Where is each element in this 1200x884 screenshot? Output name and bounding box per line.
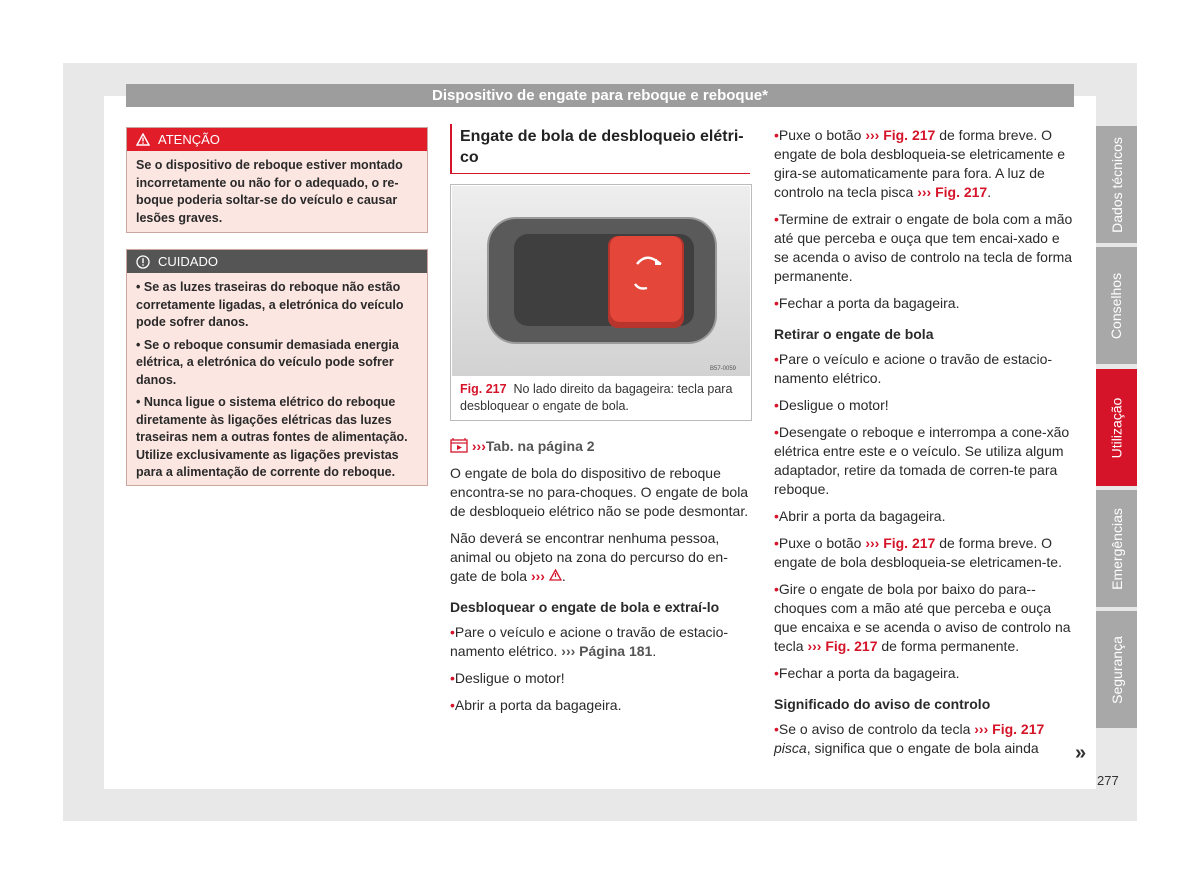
list-item: • Fechar a porta da bagageira. <box>774 294 1074 313</box>
continue-arrow-icon: » <box>1075 742 1087 764</box>
list-item: • Abrir a porta da bagageira. <box>450 696 750 715</box>
list-item: • Termine de extrair o engate de bola com a mão até que perceba e ouça que tem encai-xado e se acenda o aviso de controlo na tecla de forma permanente. <box>774 210 1074 286</box>
tab-conselhos[interactable]: Conselhos <box>1096 247 1137 364</box>
figure-image <box>452 186 750 376</box>
list-item: • Fechar a porta da bagageira. <box>774 664 1074 683</box>
tailgate-button-illustration <box>452 186 750 376</box>
column-middle <box>450 124 750 174</box>
warning-box <box>126 127 428 233</box>
warning-label: ATENÇÃO <box>158 132 220 147</box>
list-item: • Puxe o botão ››› Fig. 217 de forma breve. O engate de bola desbloqueia-se eletricamen-te. <box>774 534 1074 572</box>
warning-text: Se o dispositivo de reboque estiver montado incorretamente ou não for o adequado, o re-boque poderia soltar-se do veículo e causar lesões graves. <box>136 158 403 225</box>
figure-caption: Fig. 217 No lado direito da bagageira: tecla para desbloquear o engate de bola. <box>460 382 733 413</box>
caution-item: • Nunca ligue o sistema elétrico do reboque diretamente às ligações elétricas das luzes traseiras nem a outras fontes de alimentação. Utilize exclusivamente as ligações previstas para a alimentação de corrente do reboque. <box>136 395 408 479</box>
warning-triangle-icon <box>549 569 562 581</box>
figure-code: B57-0059 <box>710 366 737 372</box>
caution-label: CUIDADO <box>158 254 218 269</box>
page-number: 277 <box>1097 773 1119 788</box>
paragraph: Não deverá se encontrar nenhuma pessoa, animal ou objeto na zona do percurso do en-gate de bola ››› . <box>450 530 728 584</box>
list-item: • Se o aviso de controlo da tecla ››› Fig. 217 pisca, significa que o engate de bola ainda <box>774 720 1074 758</box>
list-item: • Pare o veículo e acione o travão de estacio-namento elétrico. ››› Página 181. <box>450 623 750 661</box>
caution-item: • Se o reboque consumir demasiada energia elétrica, a eletrónica do veículo pode sofrer danos. <box>136 337 399 387</box>
tab-emergencias[interactable]: Emergências <box>1096 490 1137 607</box>
page-title: Dispositivo de engate para reboque e reboque* <box>126 84 1074 107</box>
list-item: • Puxe o botão ››› Fig. 217 de forma breve. O engate de bola desbloqueia-se eletricamente e gira-se automaticamente para fora. A luz de controlo na tecla pisca ››› Fig. 217. <box>774 126 1074 202</box>
list-item: • Desengate o reboque e interrompa a cone-xão elétrica entre este e o veículo. Se utiliza algum adaptador, retire da tomada de corren-te para reboque. <box>774 423 1074 499</box>
caution-header <box>127 250 427 273</box>
tab-dados-tecnicos[interactable]: Dados técnicos <box>1096 126 1137 243</box>
tab-seguranca[interactable]: Segurança <box>1096 611 1137 728</box>
subheading: Retirar o engate de bola <box>774 326 934 342</box>
figure-217 <box>450 184 752 421</box>
list-item: • Desligue o motor! <box>450 669 750 688</box>
tab-utilizacao[interactable]: Utilização <box>1096 369 1137 486</box>
list-item: • Desligue o motor! <box>774 396 1074 415</box>
info-circle-icon <box>136 255 150 269</box>
column-right <box>774 126 1074 766</box>
subheading: Significado do aviso de controlo <box>774 696 991 712</box>
paragraph: O engate de bola do dispositivo de reboque encontra-se no para-choques. O engate de bola de desbloqueio elétrico não se pode desmontar. <box>450 465 749 519</box>
caution-box <box>126 249 428 486</box>
column-middle-body <box>450 437 750 723</box>
book-icon <box>450 437 468 453</box>
subheading: Desbloquear o engate de bola e extraí-lo <box>450 599 720 615</box>
caution-item: • Se as luzes traseiras do reboque não estão corretamente ligadas, a eletrónica do veículo pode sofrer danos. <box>136 280 404 329</box>
warning-triangle-icon <box>136 133 150 146</box>
list-item: • Pare o veículo e acione o travão de estacio-namento elétrico. <box>774 350 1074 388</box>
warning-header <box>127 128 427 151</box>
table-reference[interactable]: ›››Tab. na página 2 <box>450 437 750 456</box>
list-item: • Abrir a porta da bagageira. <box>774 507 1074 526</box>
list-item: • Gire o engate de bola por baixo do para--choques com a mão até que perceba e ouça que encaixa e se acenda o aviso de controlo na tecla ››› Fig. 217 de forma permanente. <box>774 580 1074 656</box>
section-title: Engate de bola de desbloqueio elétri-co <box>450 124 750 174</box>
